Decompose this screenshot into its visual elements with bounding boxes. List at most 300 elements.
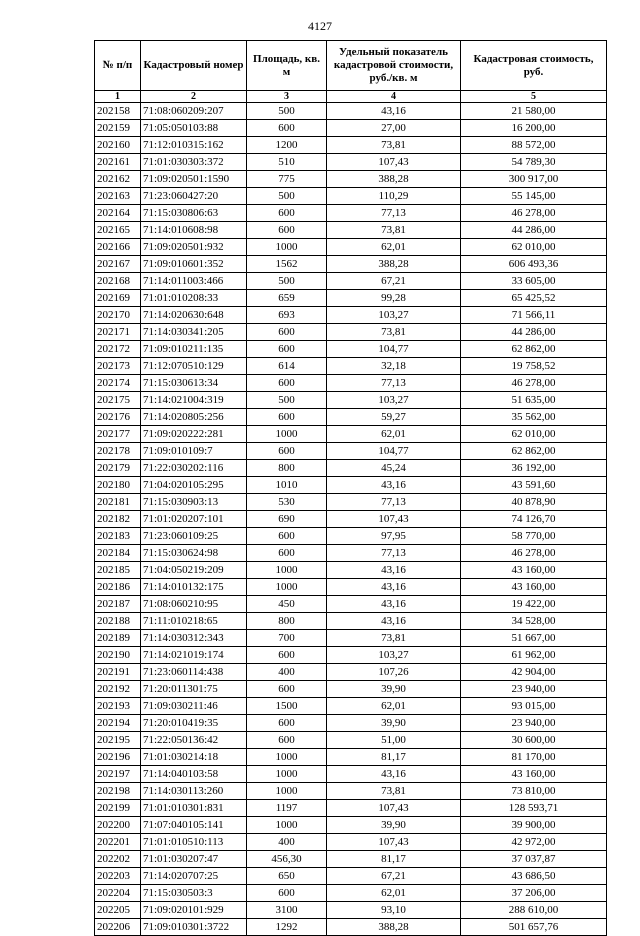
area-cell: 600 — [247, 681, 327, 698]
cadastral-value-cell: 21 580,00 — [461, 103, 607, 120]
row-index-cell: 202169 — [95, 290, 141, 307]
cadastral-number-cell: 71:04:050219:209 — [141, 562, 247, 579]
row-index-cell: 202192 — [95, 681, 141, 698]
row-index-cell: 202163 — [95, 188, 141, 205]
cadastral-value-cell: 93 015,00 — [461, 698, 607, 715]
area-cell: 3100 — [247, 902, 327, 919]
cadastral-number-cell: 71:09:020222:281 — [141, 426, 247, 443]
row-index-cell: 202160 — [95, 137, 141, 154]
table-row — [95, 477, 607, 494]
table-row — [95, 545, 607, 562]
cadastral-value-cell: 44 286,00 — [461, 324, 607, 341]
table-row — [95, 528, 607, 545]
table-row — [95, 715, 607, 732]
row-index-cell: 202165 — [95, 222, 141, 239]
specific-value-cell: 43,16 — [327, 596, 461, 613]
row-index-cell: 202166 — [95, 239, 141, 256]
cadastral-value-cell: 51 635,00 — [461, 392, 607, 409]
area-cell: 600 — [247, 885, 327, 902]
cadastral-number-cell: 71:07:040105:141 — [141, 817, 247, 834]
area-cell: 775 — [247, 171, 327, 188]
cadastral-value-cell: 16 200,00 — [461, 120, 607, 137]
row-index-cell: 202197 — [95, 766, 141, 783]
row-index-cell: 202173 — [95, 358, 141, 375]
cadastral-number-cell: 71:20:011301:75 — [141, 681, 247, 698]
table-row — [95, 222, 607, 239]
row-index-cell: 202171 — [95, 324, 141, 341]
cadastral-number-cell: 71:20:010419:35 — [141, 715, 247, 732]
area-cell: 1000 — [247, 562, 327, 579]
cadastral-number-cell: 71:23:060109:25 — [141, 528, 247, 545]
row-index-cell: 202184 — [95, 545, 141, 562]
table-row — [95, 273, 607, 290]
row-index-cell: 202164 — [95, 205, 141, 222]
row-index-cell: 202182 — [95, 511, 141, 528]
specific-value-cell: 103,27 — [327, 307, 461, 324]
cadastral-number-cell: 71:14:020630:648 — [141, 307, 247, 324]
cadastral-value-cell: 606 493,36 — [461, 256, 607, 273]
specific-value-cell: 107,43 — [327, 800, 461, 817]
cadastral-value-cell: 62 862,00 — [461, 341, 607, 358]
table-row — [95, 749, 607, 766]
row-index-cell: 202187 — [95, 596, 141, 613]
cadastral-number-cell: 71:09:030211:46 — [141, 698, 247, 715]
cadastral-value-cell: 300 917,00 — [461, 171, 607, 188]
cadastral-value-cell: 62 010,00 — [461, 426, 607, 443]
table-row — [95, 681, 607, 698]
cadastral-value-cell: 23 940,00 — [461, 681, 607, 698]
row-index-cell: 202186 — [95, 579, 141, 596]
column-number: 5 — [461, 91, 607, 103]
area-cell: 800 — [247, 460, 327, 477]
cadastral-number-cell: 71:22:050136:42 — [141, 732, 247, 749]
row-index-cell: 202198 — [95, 783, 141, 800]
cadastral-number-cell: 71:01:030303:372 — [141, 154, 247, 171]
cadastral-number-cell: 71:04:020105:295 — [141, 477, 247, 494]
specific-value-cell: 77,13 — [327, 545, 461, 562]
specific-value-cell: 73,81 — [327, 324, 461, 341]
cadastral-value-cell: 43 160,00 — [461, 579, 607, 596]
row-index-cell: 202195 — [95, 732, 141, 749]
cadastral-number-cell: 71:08:060209:207 — [141, 103, 247, 120]
table-row — [95, 154, 607, 171]
area-cell: 600 — [247, 443, 327, 460]
specific-value-cell: 104,77 — [327, 443, 461, 460]
cadastral-number-cell: 71:08:060210:95 — [141, 596, 247, 613]
specific-value-cell: 51,00 — [327, 732, 461, 749]
area-cell: 500 — [247, 188, 327, 205]
specific-value-cell: 43,16 — [327, 613, 461, 630]
specific-value-cell: 388,28 — [327, 171, 461, 188]
cadastral-value-cell: 19 422,00 — [461, 596, 607, 613]
cadastral-number-cell: 71:15:030806:63 — [141, 205, 247, 222]
table-row — [95, 103, 607, 120]
column-number-row — [95, 91, 607, 103]
area-cell: 1000 — [247, 783, 327, 800]
cadastral-value-cell: 43 160,00 — [461, 766, 607, 783]
cadastral-number-cell: 71:01:010301:831 — [141, 800, 247, 817]
table-row — [95, 205, 607, 222]
table-body — [95, 103, 607, 936]
area-cell: 600 — [247, 324, 327, 341]
cadastral-number-cell: 71:15:030613:34 — [141, 375, 247, 392]
cadastral-value-cell: 288 610,00 — [461, 902, 607, 919]
cadastral-number-cell: 71:14:021019:174 — [141, 647, 247, 664]
cadastral-value-table — [94, 40, 607, 936]
cadastral-number-cell: 71:14:020707:25 — [141, 868, 247, 885]
specific-value-cell: 77,13 — [327, 205, 461, 222]
cadastral-value-cell: 74 126,70 — [461, 511, 607, 528]
cadastral-number-cell: 71:12:010315:162 — [141, 137, 247, 154]
row-index-cell: 202172 — [95, 341, 141, 358]
cadastral-number-cell: 71:05:050103:88 — [141, 120, 247, 137]
specific-value-cell: 59,27 — [327, 409, 461, 426]
row-index-cell: 202203 — [95, 868, 141, 885]
specific-value-cell: 39,90 — [327, 817, 461, 834]
table-row — [95, 290, 607, 307]
row-index-cell: 202177 — [95, 426, 141, 443]
cadastral-number-cell: 71:14:010608:98 — [141, 222, 247, 239]
table-row — [95, 851, 607, 868]
row-index-cell: 202168 — [95, 273, 141, 290]
cadastral-number-cell: 71:01:020207:101 — [141, 511, 247, 528]
area-cell: 1000 — [247, 579, 327, 596]
row-index-cell: 202159 — [95, 120, 141, 137]
table-row — [95, 868, 607, 885]
area-cell: 693 — [247, 307, 327, 324]
specific-value-cell: 67,21 — [327, 868, 461, 885]
specific-value-cell: 67,21 — [327, 273, 461, 290]
area-cell: 530 — [247, 494, 327, 511]
cadastral-number-cell: 71:09:010109:7 — [141, 443, 247, 460]
row-index-cell: 202181 — [95, 494, 141, 511]
specific-value-cell: 77,13 — [327, 494, 461, 511]
cadastral-value-cell: 35 562,00 — [461, 409, 607, 426]
cadastral-value-cell: 37 037,87 — [461, 851, 607, 868]
specific-value-cell: 27,00 — [327, 120, 461, 137]
cadastral-value-cell: 43 160,00 — [461, 562, 607, 579]
specific-value-cell: 39,90 — [327, 681, 461, 698]
specific-value-cell: 45,24 — [327, 460, 461, 477]
area-cell: 510 — [247, 154, 327, 171]
area-cell: 500 — [247, 273, 327, 290]
header-index: № п/п — [95, 41, 141, 91]
table-row — [95, 460, 607, 477]
column-number: 3 — [247, 91, 327, 103]
row-index-cell: 202202 — [95, 851, 141, 868]
row-index-cell: 202162 — [95, 171, 141, 188]
cadastral-number-cell: 71:15:030503:3 — [141, 885, 247, 902]
specific-value-cell: 81,17 — [327, 749, 461, 766]
cadastral-number-cell: 71:01:030207:47 — [141, 851, 247, 868]
table-row — [95, 817, 607, 834]
area-cell: 600 — [247, 375, 327, 392]
area-cell: 600 — [247, 222, 327, 239]
area-cell: 614 — [247, 358, 327, 375]
specific-value-cell: 97,95 — [327, 528, 461, 545]
area-cell: 1000 — [247, 426, 327, 443]
table-row — [95, 409, 607, 426]
specific-value-cell: 388,28 — [327, 256, 461, 273]
cadastral-value-cell: 55 145,00 — [461, 188, 607, 205]
table-row — [95, 630, 607, 647]
table-row — [95, 324, 607, 341]
cadastral-value-cell: 19 758,52 — [461, 358, 607, 375]
cadastral-value-cell: 54 789,30 — [461, 154, 607, 171]
cadastral-number-cell: 71:09:010211:135 — [141, 341, 247, 358]
area-cell: 690 — [247, 511, 327, 528]
cadastral-value-cell: 39 900,00 — [461, 817, 607, 834]
row-index-cell: 202194 — [95, 715, 141, 732]
table-row — [95, 358, 607, 375]
header-specific-value: Удельный показатель кадастровой стоимости, руб./кв. м — [327, 41, 461, 91]
row-index-cell: 202200 — [95, 817, 141, 834]
area-cell: 1000 — [247, 817, 327, 834]
specific-value-cell: 107,43 — [327, 511, 461, 528]
table-row — [95, 919, 607, 936]
specific-value-cell: 107,26 — [327, 664, 461, 681]
area-cell: 600 — [247, 205, 327, 222]
table-row — [95, 120, 607, 137]
area-cell: 400 — [247, 664, 327, 681]
cadastral-value-cell: 46 278,00 — [461, 375, 607, 392]
row-index-cell: 202167 — [95, 256, 141, 273]
area-cell: 1200 — [247, 137, 327, 154]
cadastral-number-cell: 71:09:020101:929 — [141, 902, 247, 919]
table-row — [95, 137, 607, 154]
cadastral-number-cell: 71:22:030202:116 — [141, 460, 247, 477]
cadastral-number-cell: 71:01:030214:18 — [141, 749, 247, 766]
column-number: 1 — [95, 91, 141, 103]
specific-value-cell: 32,18 — [327, 358, 461, 375]
cadastral-value-cell: 33 605,00 — [461, 273, 607, 290]
row-index-cell: 202178 — [95, 443, 141, 460]
cadastral-value-cell: 62 010,00 — [461, 239, 607, 256]
cadastral-value-cell: 81 170,00 — [461, 749, 607, 766]
row-index-cell: 202204 — [95, 885, 141, 902]
area-cell: 1562 — [247, 256, 327, 273]
area-cell: 1000 — [247, 766, 327, 783]
table-row — [95, 800, 607, 817]
cadastral-value-cell: 42 972,00 — [461, 834, 607, 851]
table-row — [95, 171, 607, 188]
specific-value-cell: 107,43 — [327, 154, 461, 171]
specific-value-cell: 39,90 — [327, 715, 461, 732]
specific-value-cell: 388,28 — [327, 919, 461, 936]
cadastral-number-cell: 71:09:020501:932 — [141, 239, 247, 256]
area-cell: 500 — [247, 392, 327, 409]
header-cadastral-number: Кадастровый номер — [141, 41, 247, 91]
table-row — [95, 426, 607, 443]
specific-value-cell: 103,27 — [327, 647, 461, 664]
row-index-cell: 202189 — [95, 630, 141, 647]
area-cell: 1500 — [247, 698, 327, 715]
area-cell: 600 — [247, 409, 327, 426]
table-row — [95, 698, 607, 715]
table-row — [95, 613, 607, 630]
cadastral-value-cell: 128 593,71 — [461, 800, 607, 817]
specific-value-cell: 73,81 — [327, 630, 461, 647]
area-cell: 600 — [247, 647, 327, 664]
specific-value-cell: 62,01 — [327, 239, 461, 256]
table-row — [95, 375, 607, 392]
cadastral-value-cell: 40 878,90 — [461, 494, 607, 511]
cadastral-number-cell: 71:14:020805:256 — [141, 409, 247, 426]
specific-value-cell: 62,01 — [327, 426, 461, 443]
table-row — [95, 579, 607, 596]
table-row — [95, 562, 607, 579]
cadastral-number-cell: 71:14:030113:260 — [141, 783, 247, 800]
specific-value-cell: 73,81 — [327, 137, 461, 154]
specific-value-cell: 73,81 — [327, 783, 461, 800]
table-row — [95, 341, 607, 358]
specific-value-cell: 62,01 — [327, 698, 461, 715]
specific-value-cell: 43,16 — [327, 766, 461, 783]
area-cell: 700 — [247, 630, 327, 647]
row-index-cell: 202161 — [95, 154, 141, 171]
table-row — [95, 443, 607, 460]
area-cell: 800 — [247, 613, 327, 630]
table-row — [95, 596, 607, 613]
cadastral-number-cell: 71:01:010208:33 — [141, 290, 247, 307]
row-index-cell: 202193 — [95, 698, 141, 715]
area-cell: 600 — [247, 732, 327, 749]
table-row — [95, 783, 607, 800]
specific-value-cell: 99,28 — [327, 290, 461, 307]
header-area: Площадь, кв. м — [247, 41, 327, 91]
row-index-cell: 202183 — [95, 528, 141, 545]
area-cell: 1197 — [247, 800, 327, 817]
table-row — [95, 834, 607, 851]
cadastral-number-cell: 71:14:030341:205 — [141, 324, 247, 341]
cadastral-number-cell: 71:23:060114:438 — [141, 664, 247, 681]
specific-value-cell: 43,16 — [327, 579, 461, 596]
cadastral-value-cell: 71 566,11 — [461, 307, 607, 324]
cadastral-value-cell: 46 278,00 — [461, 205, 607, 222]
table-row — [95, 239, 607, 256]
table-row — [95, 511, 607, 528]
specific-value-cell: 77,13 — [327, 375, 461, 392]
cadastral-number-cell: 71:14:011003:466 — [141, 273, 247, 290]
cadastral-value-cell: 58 770,00 — [461, 528, 607, 545]
area-cell: 450 — [247, 596, 327, 613]
specific-value-cell: 43,16 — [327, 477, 461, 494]
area-cell: 400 — [247, 834, 327, 851]
cadastral-value-cell: 62 862,00 — [461, 443, 607, 460]
cadastral-number-cell: 71:09:010301:3722 — [141, 919, 247, 936]
row-index-cell: 202190 — [95, 647, 141, 664]
table-row — [95, 766, 607, 783]
row-index-cell: 202185 — [95, 562, 141, 579]
cadastral-number-cell: 71:15:030903:13 — [141, 494, 247, 511]
row-index-cell: 202201 — [95, 834, 141, 851]
area-cell: 600 — [247, 545, 327, 562]
area-cell: 456,30 — [247, 851, 327, 868]
table-row — [95, 732, 607, 749]
area-cell: 1010 — [247, 477, 327, 494]
row-index-cell: 202175 — [95, 392, 141, 409]
cadastral-value-cell: 51 667,00 — [461, 630, 607, 647]
row-index-cell: 202199 — [95, 800, 141, 817]
specific-value-cell: 43,16 — [327, 562, 461, 579]
row-index-cell: 202176 — [95, 409, 141, 426]
cadastral-value-cell: 73 810,00 — [461, 783, 607, 800]
specific-value-cell: 73,81 — [327, 222, 461, 239]
specific-value-cell: 107,43 — [327, 834, 461, 851]
area-cell: 650 — [247, 868, 327, 885]
area-cell: 500 — [247, 103, 327, 120]
table-row — [95, 307, 607, 324]
area-cell: 1000 — [247, 749, 327, 766]
cadastral-number-cell: 71:09:010601:352 — [141, 256, 247, 273]
specific-value-cell: 81,17 — [327, 851, 461, 868]
column-number: 4 — [327, 91, 461, 103]
specific-value-cell: 43,16 — [327, 103, 461, 120]
cadastral-number-cell: 71:11:010218:65 — [141, 613, 247, 630]
row-index-cell: 202191 — [95, 664, 141, 681]
row-index-cell: 202196 — [95, 749, 141, 766]
cadastral-value-cell: 65 425,52 — [461, 290, 607, 307]
cadastral-value-cell: 30 600,00 — [461, 732, 607, 749]
header-cadastral-value: Кадастровая стоимость, руб. — [461, 41, 607, 91]
area-cell: 600 — [247, 120, 327, 137]
row-index-cell: 202206 — [95, 919, 141, 936]
cadastral-value-cell: 43 591,60 — [461, 477, 607, 494]
area-cell: 1292 — [247, 919, 327, 936]
cadastral-number-cell: 71:01:010510:113 — [141, 834, 247, 851]
table-row — [95, 647, 607, 664]
row-index-cell: 202158 — [95, 103, 141, 120]
cadastral-value-cell: 37 206,00 — [461, 885, 607, 902]
cadastral-value-cell: 88 572,00 — [461, 137, 607, 154]
cadastral-value-cell: 42 904,00 — [461, 664, 607, 681]
cadastral-value-cell: 23 940,00 — [461, 715, 607, 732]
row-index-cell: 202179 — [95, 460, 141, 477]
column-number: 2 — [141, 91, 247, 103]
cadastral-value-cell: 34 528,00 — [461, 613, 607, 630]
area-cell: 1000 — [247, 239, 327, 256]
specific-value-cell: 62,01 — [327, 885, 461, 902]
cadastral-number-cell: 71:14:040103:58 — [141, 766, 247, 783]
area-cell: 600 — [247, 715, 327, 732]
area-cell: 600 — [247, 528, 327, 545]
table-row — [95, 188, 607, 205]
specific-value-cell: 103,27 — [327, 392, 461, 409]
table-row — [95, 664, 607, 681]
area-cell: 600 — [247, 341, 327, 358]
table-row — [95, 494, 607, 511]
table-row — [95, 392, 607, 409]
table-header-row — [95, 41, 607, 91]
cadastral-number-cell: 71:14:021004:319 — [141, 392, 247, 409]
table-row — [95, 885, 607, 902]
area-cell: 659 — [247, 290, 327, 307]
cadastral-number-cell: 71:14:030312:343 — [141, 630, 247, 647]
page-number: 4127 — [308, 19, 332, 33]
cadastral-value-cell: 36 192,00 — [461, 460, 607, 477]
row-index-cell: 202170 — [95, 307, 141, 324]
row-index-cell: 202188 — [95, 613, 141, 630]
cadastral-number-cell: 71:09:020501:1590 — [141, 171, 247, 188]
table-row — [95, 256, 607, 273]
specific-value-cell: 93,10 — [327, 902, 461, 919]
cadastral-number-cell: 71:14:010132:175 — [141, 579, 247, 596]
cadastral-value-cell: 43 686,50 — [461, 868, 607, 885]
cadastral-value-cell: 44 286,00 — [461, 222, 607, 239]
cadastral-number-cell: 71:23:060427:20 — [141, 188, 247, 205]
specific-value-cell: 104,77 — [327, 341, 461, 358]
cadastral-value-cell: 61 962,00 — [461, 647, 607, 664]
